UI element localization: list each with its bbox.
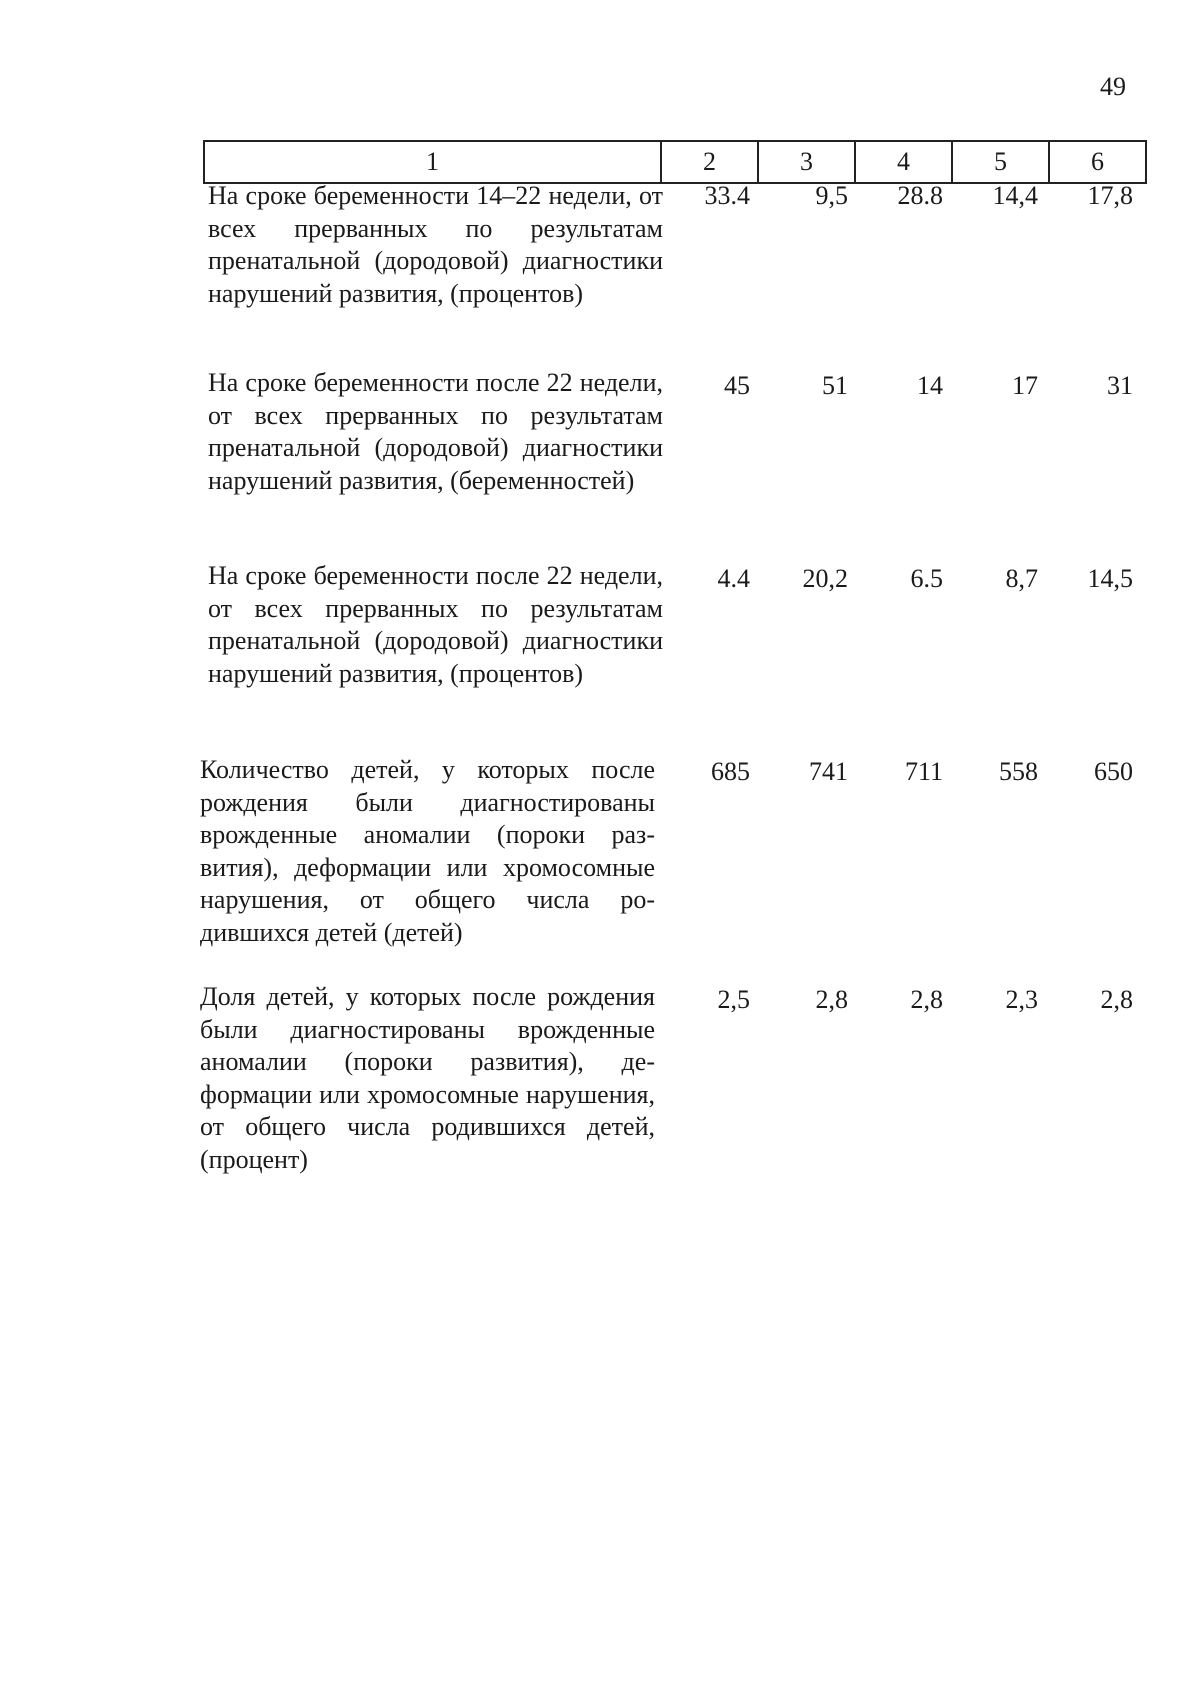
table-cell: 33.4	[704, 181, 750, 210]
row-label: На сроке беременности после 22 недели, от всех прерванных по результатам пренатальной (дородовой) диагностики нарушений развития, (беременностей)	[208, 368, 663, 495]
table-cell: 685	[711, 757, 750, 786]
table-cell: 8,7	[1005, 564, 1038, 593]
table-cell: 51	[822, 371, 848, 400]
table-cell: 741	[809, 757, 848, 786]
column-header-5: 5	[952, 141, 1049, 183]
table-cell: 17	[1012, 371, 1038, 400]
table-cell: 650	[1094, 757, 1133, 786]
page-number: 49	[1100, 72, 1126, 101]
table-cell: 711	[904, 757, 943, 786]
table-cell: 17,8	[1087, 181, 1133, 210]
row-label: На сроке беременности после 22 недели, от всех прерванных по результатам пренатальной (дородовой) диагностики нарушений развития, (процентов)	[208, 561, 663, 688]
table-cell: 2,8	[910, 985, 943, 1014]
column-header-1: 1	[204, 141, 661, 183]
table-cell: 6.5	[910, 564, 943, 593]
column-header-2: 2	[661, 141, 758, 183]
table-cell: 2,8	[815, 985, 848, 1014]
table-cell: 28.8	[897, 181, 943, 210]
table-cell: 558	[999, 757, 1038, 786]
row-label: На сроке беременности 14–22 недели, от всех прерванных по результатам пренатальной (дородовой) диагностики нарушений развития, (процентов)	[208, 181, 663, 308]
table-cell: 14,4	[992, 181, 1038, 210]
table-cell: 4.4	[717, 564, 750, 593]
table-cell: 14,5	[1087, 564, 1133, 593]
row-label: Количество детей, у которых после рождения были диагностированы врожденные аномалии (пороки развития), деформации или хромосомные нарушения, от общего числа родившихся детей (детей)	[200, 755, 655, 947]
table-cell: 20,2	[802, 564, 848, 593]
table-cell: 14	[917, 371, 943, 400]
table-cell: 2,5	[717, 985, 750, 1014]
table-cell: 9,5	[815, 181, 848, 210]
row-label: Доля детей, у которых после рождения были диагностированы врожденные аномалии (пороки развития), деформации или хромосомные нарушения, от общего числа родившихся детей, (процент)	[200, 982, 655, 1174]
table-cell: 45	[724, 371, 750, 400]
column-header-6: 6	[1049, 141, 1146, 183]
column-header-row	[204, 141, 1146, 183]
column-header-4: 4	[855, 141, 952, 183]
column-header-table	[203, 140, 1147, 184]
column-header-3: 3	[758, 141, 855, 183]
table-cell: 2,3	[1005, 985, 1038, 1014]
table-cell: 31	[1107, 371, 1133, 400]
table-cell: 2,8	[1100, 985, 1133, 1014]
